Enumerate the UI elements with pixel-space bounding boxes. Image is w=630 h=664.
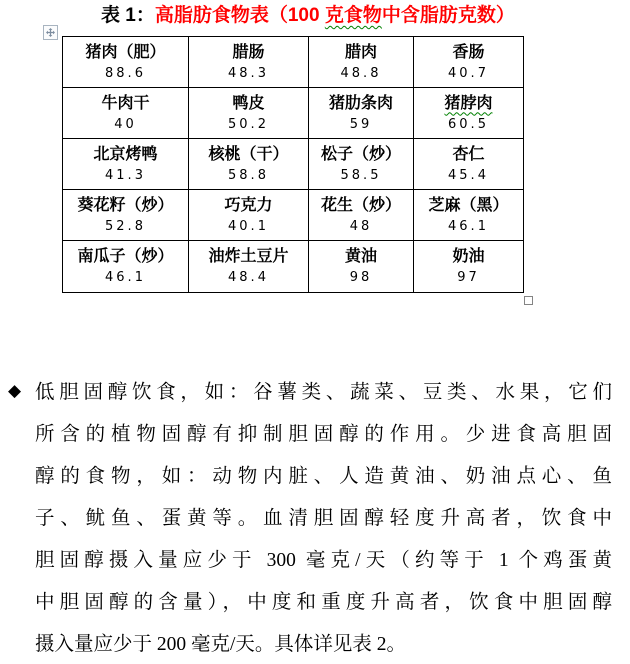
- food-name: 香肠: [452, 43, 485, 61]
- food-fat-value: 48.3: [228, 65, 269, 81]
- food-fat-value: 59: [349, 116, 373, 132]
- table-cell[interactable]: [63, 88, 189, 139]
- table-cell[interactable]: [189, 241, 309, 292]
- food-name: 花生（炒）: [320, 196, 401, 214]
- food-name: 油炸土豆片: [208, 248, 289, 265]
- food-name-misspelled: 猪脖肉: [444, 94, 493, 112]
- food-name: 核桃（干）: [208, 145, 289, 163]
- paragraph-line[interactable]: 醇的食物，如：动物内脏、人造黄油、奶油点心、鱼: [35, 466, 612, 487]
- fat-food-table: [62, 36, 524, 293]
- food-name: 猪肉（肥）: [85, 43, 166, 61]
- table-move-handle[interactable]: [43, 25, 58, 40]
- table-cell[interactable]: [414, 139, 523, 190]
- food-name: 葵花籽（炒）: [77, 196, 174, 214]
- table-cell[interactable]: [63, 190, 189, 241]
- table-cell[interactable]: [189, 37, 309, 88]
- food-fat-value: 41.3: [105, 167, 146, 183]
- food-fat-value: 58.5: [340, 167, 382, 183]
- food-name: 黄油: [344, 248, 377, 265]
- food-fat-value: 60.5: [448, 116, 489, 132]
- food-fat-value: 48.4: [228, 270, 269, 285]
- diamond-bullet-icon: ◆: [8, 381, 22, 401]
- food-fat-value: 45.4: [448, 167, 489, 183]
- food-name: 松子（炒）: [320, 145, 401, 163]
- food-name: 腊肠: [232, 43, 265, 61]
- table-cell[interactable]: [63, 241, 189, 292]
- food-fat-value: 48: [349, 218, 373, 234]
- table-cell[interactable]: [309, 190, 414, 241]
- table-cell[interactable]: [414, 37, 523, 88]
- table-title-misspelled-segment: 克食物: [324, 5, 382, 26]
- food-fat-value: 88.6: [105, 65, 146, 81]
- table-cell[interactable]: [189, 139, 309, 190]
- paragraph-line[interactable]: 摄入量应少于 200 毫克/天。具体详见表 2。: [35, 634, 407, 655]
- table-cell[interactable]: [309, 37, 414, 88]
- food-fat-value: 58.8: [228, 167, 269, 183]
- food-name: 猪肋条肉: [328, 94, 393, 112]
- food-name: 芝麻（黑）: [428, 196, 509, 214]
- table-cell[interactable]: [309, 241, 414, 292]
- table-cell[interactable]: [309, 88, 414, 139]
- food-fat-value: 48.8: [340, 65, 382, 81]
- food-fat-value: 40.7: [448, 65, 489, 81]
- food-fat-value: 97: [457, 270, 480, 285]
- table-cell[interactable]: [414, 241, 523, 292]
- food-name: 南瓜子（炒）: [77, 248, 174, 265]
- table-cell[interactable]: [309, 139, 414, 190]
- food-fat-value: 50.2: [228, 116, 269, 132]
- food-fat-value: 46.1: [448, 218, 489, 234]
- table-resize-handle[interactable]: [524, 296, 533, 305]
- table-cell[interactable]: [414, 190, 523, 241]
- table-cell[interactable]: [189, 88, 309, 139]
- table-cell[interactable]: [414, 88, 523, 139]
- food-fat-value: 46.1: [105, 270, 146, 285]
- paragraph-line[interactable]: 所含的植物固醇有抑制胆固醇的作用。少进食高胆固: [35, 424, 612, 445]
- food-fat-value: 40: [114, 116, 137, 132]
- food-name: 北京烤鸭: [93, 145, 158, 163]
- food-name: 鸭皮: [232, 94, 265, 112]
- food-name: 杏仁: [452, 145, 485, 163]
- cholesterol-paragraph: [8, 372, 622, 664]
- food-name: 腊肉: [344, 43, 377, 61]
- table-cell[interactable]: [189, 190, 309, 241]
- paragraph-line[interactable]: 胆固醇摄入量应少于 300 毫克/天（约等于 1 个鸡蛋黄: [35, 550, 612, 571]
- table-title[interactable]: [101, 4, 515, 28]
- food-name: 奶油: [452, 248, 485, 265]
- food-fat-value: 98: [349, 270, 373, 285]
- paragraph-line[interactable]: 子、鱿鱼、蛋黄等。血清胆固醇轻度升高者，饮食中: [35, 508, 612, 529]
- food-fat-value: 40.1: [228, 218, 269, 234]
- food-fat-value: 52.8: [105, 218, 146, 234]
- table-title-red-before: 高脂肪食物表（100: [154, 5, 325, 26]
- table-title-number: 表 1：: [101, 5, 155, 26]
- table-cell[interactable]: [63, 139, 189, 190]
- table-title-red-after: 中含脂肪克数）: [381, 5, 515, 26]
- table-cell[interactable]: [63, 37, 189, 88]
- move-arrows-icon: [46, 28, 55, 37]
- paragraph-line[interactable]: 低胆固醇饮食，如：谷薯类、蔬菜、豆类、水果，它们: [35, 382, 612, 403]
- food-name: 牛肉干: [101, 94, 150, 112]
- paragraph-text: [35, 372, 612, 664]
- paragraph-line[interactable]: 中胆固醇的含量），中度和重度升高者，饮食中胆固醇: [35, 592, 612, 613]
- food-name: 巧克力: [224, 196, 273, 214]
